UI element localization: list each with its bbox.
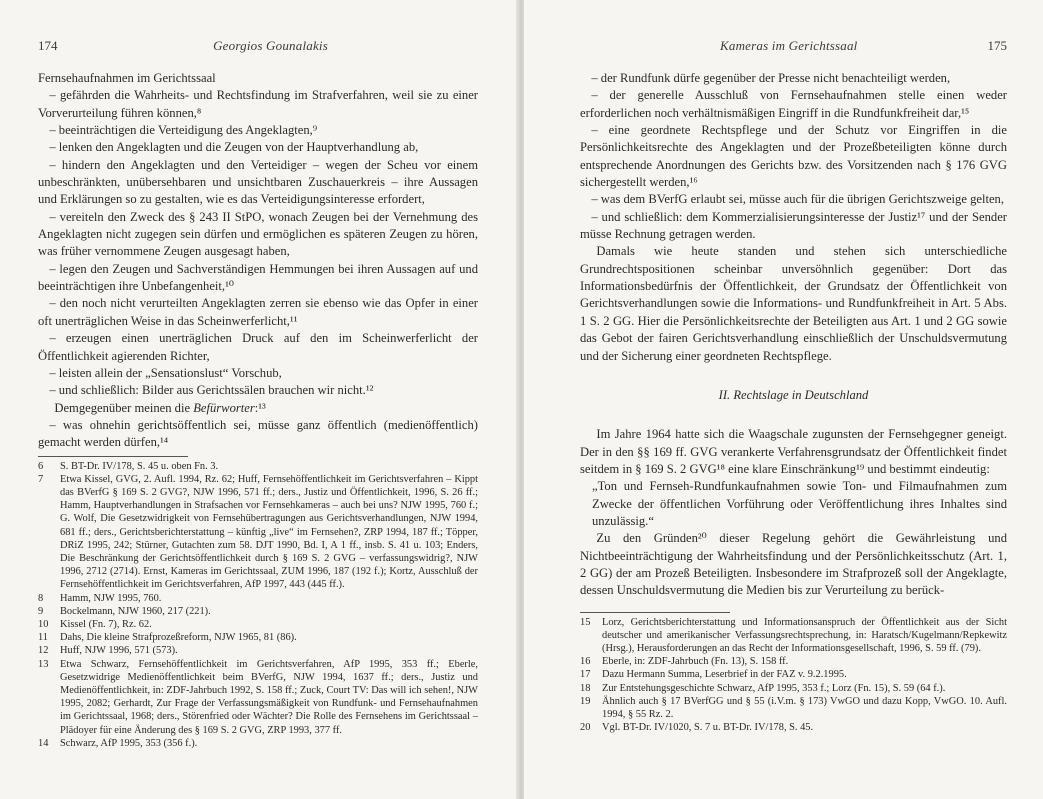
list-item: – was ohnehin gerichtsöffentlich sei, müsse ganz öffentlich (medienöffentlich) gemacht werden dürfen,¹⁴ — [38, 417, 478, 450]
author-name: Georgios Gounalakis — [213, 38, 328, 53]
footnote: 19 Ähnlich auch § 17 BVerfGG und § 55 (i.V.m. § 173) VwGO und dazu Kopp, VwGO. 10. Aufl. 1994, § 55 Rz. 2. — [580, 695, 1007, 721]
footnote: 10 Kissel (Fn. 7), Rz. 62. — [38, 619, 152, 630]
paragraph: Damals wie heute standen und stehen sich unterschiedliche Grundrechtspositionen scheinbar unversöhnlich gegenüber: Dort das Informationsbedürfnis der Öffentlichkeit, der Grundsatz der Öffentlichkeit von Gerichtsverhandlungen sowie die Informations- und Rundfunkfreiheit in Art. 5 Abs. 1 S. 2 GG. Hier die Persönlichkeitsrechte der Beteiligten aus Art. 1 und 2 GG sowie das Gebot der fairen Gerichtsverhandlung einschließlich der Unschuldsvermutung und der Sicherung einer geordneten Rechtspflege. — [580, 244, 1007, 363]
list-item: – hindern den Angeklagten und den Verteidiger – wegen der Scheu vor einem unbeschränkten, unübersehbaren und unsichtbaren Zuschauerkreis – ihre Aussagen und Erklärungen so zu gestalten, wie es das Verteidigungsinteresse erfordert, — [38, 157, 478, 207]
paragraph: Im Jahre 1964 hatte sich die Waagschale zugunsten der Fernsehgegner geneigt. Der in den §§ 169 ff. GVG verankerte Verfahrensgrundsatz der Öffentlichkeit findet seitdem in § 169 S. 2 GVG¹⁸ eine klare Einschränkung¹⁹ und bestimmt eindeutig: — [580, 427, 1007, 476]
list-item: – der Rundfunk dürfe gegenüber der Presse nicht benachteiligt werden, — [591, 71, 951, 85]
running-head-right — [580, 38, 1007, 60]
list-item: – legen den Zeugen und Sachverständigen Hemmungen bei ihren Aussagen auf und beeinträchtigen ihre Unbefangenheit,¹⁰ — [38, 261, 478, 294]
footnote: 16 Eberle, in: ZDF-Jahrbuch (Fn. 13), S. 158 ff. — [580, 656, 789, 668]
list-item: – eine geordnete Rechtspflege und der Schutz vor Eingriffen in die Persönlichkeitsrechte des Angeklagten und der Prozeßbeteiligten könne durch entsprechende Anordnungen des Gerichts bzw. des Vorsitzenden nach § 176 GVG sichergestellt werden,¹⁶ — [580, 123, 1007, 190]
footnote: 12 Huff, NJW 1996, 571 (573). — [38, 645, 178, 657]
footnote: 14 Schwarz, AfP 1995, 353 (356 f.). — [38, 737, 198, 749]
paragraph: Zu den Gründen²⁰ dieser Regelung gehört die Gewährleistung und Nichtbeeinträchtigung der Wahrheitsfindung und der Persönlichkeitsschutz (Art. 1, 2 GG) der am Prozeß Beteiligten. Insbesondere im Strafprozeß soll der Angeklagte, dessen Unschuldsvermutung die Medien bis zur Verurteilung zu berück- — [580, 531, 1007, 598]
footnote-rule — [580, 612, 730, 613]
footnote: 9 Bockelmann, NJW 1960, 217 (221). — [38, 605, 211, 617]
running-head-left — [38, 38, 478, 60]
right-body-text — [580, 70, 1007, 600]
page-number: 175 — [987, 38, 1007, 53]
chapter-title: Kameras im Gerichtssaal — [720, 38, 858, 53]
footnote-rule — [38, 456, 188, 457]
statute-quote: „Ton und Fernseh-Rundfunkaufnahmen sowie Ton- und Filmaufnahmen zum Zwecke der öffentlichen Vorführung oder Veröffentlichung ihres Inhaltes sind unzulässig.“ — [592, 479, 1007, 528]
text-line: Fernsehaufnahmen im Gerichtssaal — [38, 71, 216, 85]
footnote: 6 S. BT-Dr. IV/178, S. 45 u. oben Fn. 3. — [38, 460, 219, 472]
list-item: – und schließlich: dem Kommerzialisierungsinteresse der Justiz¹⁷ und der Sender müsse Rechnung getragen werden. — [580, 209, 1007, 242]
right-footnotes — [580, 616, 1007, 735]
list-item: – beeinträchtigen die Verteidigung des Angeklagten,⁹ — [49, 123, 318, 138]
footnote: 20 Vgl. BT-Dr. IV/1020, S. 7 u. BT-Dr. IV/178, S. 45. — [580, 722, 814, 734]
left-body-text — [38, 70, 478, 452]
left-page — [0, 0, 518, 799]
befuerworter-line: Demgegenüber meinen die Befürworter:¹³ — [54, 400, 266, 415]
list-item: – gefährden die Wahrheits- und Rechtsfindung im Strafverfahren, weil sie zu einer Vorverurteilung führen können,⁸ — [38, 88, 478, 120]
list-item: – vereiteln den Zweck des § 243 II StPO, wonach Zeugen bei der Vernehmung des Angeklagten nicht zugegen sein dürfen und ermöglichen es späteren Zeugen zu hören, was früher vernommene Zeugen ausgesagt haben, — [38, 209, 478, 259]
section-heading: II. Rechtslage in Deutschland — [718, 387, 869, 402]
footnote: 11 Dahs, Die kleine Strafprozeßreform, NJW 1965, 81 (86). — [38, 632, 297, 644]
list-item: – lenken den Angeklagten und die Zeugen von der Hauptverhandlung ab, — [49, 140, 419, 155]
footnote: 7 Etwa Kissel, GVG, 2. Aufl. 1994, Rz. 62; Huff, Fernsehöffentlichkeit im Gerichtsverfahren – Kippt das BVerfG § 169 S. 2 GVG?, NJW 1996, 571 ff.; ders., Justiz und Öffentlichkeit, 1996, S. 26 ff.; Hamm, Hauptverhandlungen in Strafsachen vor Fernsehkameras – auch bei uns? NJW 1995, 760 f.; G. Wolf, Die Gesetzwidrigkeit von Fernsehübertragungen aus Gerichtsverhandlungen, NJW 1994, 681 ff.; ders., Gerichtsberichterstattung – künftig „live“ im Fernsehen?, ZRP 1994, 187 ff.; Töpper, DRiZ 1995, 242; Stürner, Gutachten zum 58. DJT 1990, Bd. I, A 1 ff., insb. S. 41 u. 103; Enders, Die Beschränkung der Gerichtsöffentlichkeit durch § 169 S. 2 GVG – verfassungswidrig?, NJW 1996, 2712 (2714). Ernst, Kameras im Gerichtssaal, ZUM 1996, 187 (192 f.); Kortz, Ausschluß der Fernsehöffentlichkeit im Gerichtsverfahren, AfP 1997, 443 (445 ff.). — [38, 473, 478, 591]
list-item: – der generelle Ausschluß von Fernsehaufnahmen stelle einen weder erforderlichen noch verhältnismäßigen Eingriff in die Rundfunkfreiheit dar,¹⁵ — [580, 88, 1007, 120]
page-number: 174 — [38, 38, 58, 53]
list-item: – den noch nicht verurteilten Angeklagten zerren sie ebenso wie das Opfer in einer oft unerträglichen Weise in das Scheinwerferlicht,¹¹ — [38, 296, 478, 328]
list-item: – erzeugen einen unerträglichen Druck auf den im Scheinwerferlicht der Öffentlichkeit agierenden Richter, — [38, 331, 478, 363]
left-footnotes — [38, 460, 478, 750]
footnote: 18 Zur Entstehungsgeschichte Schwarz, AfP 1995, 353 f.; Lorz (Fn. 15), S. 59 (64 f.). — [580, 682, 946, 694]
footnote: 8 Hamm, NJW 1995, 760. — [38, 592, 162, 604]
list-item: – leisten allein der „Sensationslust“ Vorschub, — [49, 365, 282, 380]
footnote: 13 Etwa Schwarz, Fernsehöffentlichkeit im Gerichtsverfahren, AfP 1995, 353 ff.; Eberle, Gesetzwidrige Medienöffentlichkeit beim BVerfG, NJW 1994, 1637 ff.; ders., Justiz und Medienöffentlichkeit, in: ZDF-Jahrbuch 1992, S. 158 ff.; Zuck, Court TV: Das will ich sehen!, NJW 1995, 2082; Gerhardt, Zur Frage der Verfassungsmäßigkeit von Rundfunk- und Fernsehaufnahmen im Gerichtssaal, 1968; ders., Störenfried oder Wächter? Die Rolle des Fernsehens im Gerichtssaal – Plädoyer für eine Änderung des § 169 S. 2 GVG, ZRP 1993, 377 ff. — [38, 658, 478, 736]
list-item: – was dem BVerfG erlaubt sei, müsse auch für die übrigen Gerichtszweige gelten, — [591, 192, 1004, 207]
right-page — [524, 0, 1043, 799]
footnote: 15 Lorz, Gerichtsberichterstattung und Informationsanspruch der Öffentlichkeit aus der Sicht deutscher und amerikanischer Verfassungsrechtsprechung, in: Haratsch/Kugelmann/Repkewitz (Hrsg.), Herausforderungen an das Recht der Informationsgesellschaft, 1996, S. 59 ff. (79). — [580, 616, 1007, 655]
footnote: 17 Dazu Hermann Summa, Leserbrief in der FAZ v. 9.2.1995. — [580, 669, 847, 681]
list-item: – und schließlich: Bilder aus Gerichtssälen brauchen wir nicht.¹² — [49, 383, 374, 398]
